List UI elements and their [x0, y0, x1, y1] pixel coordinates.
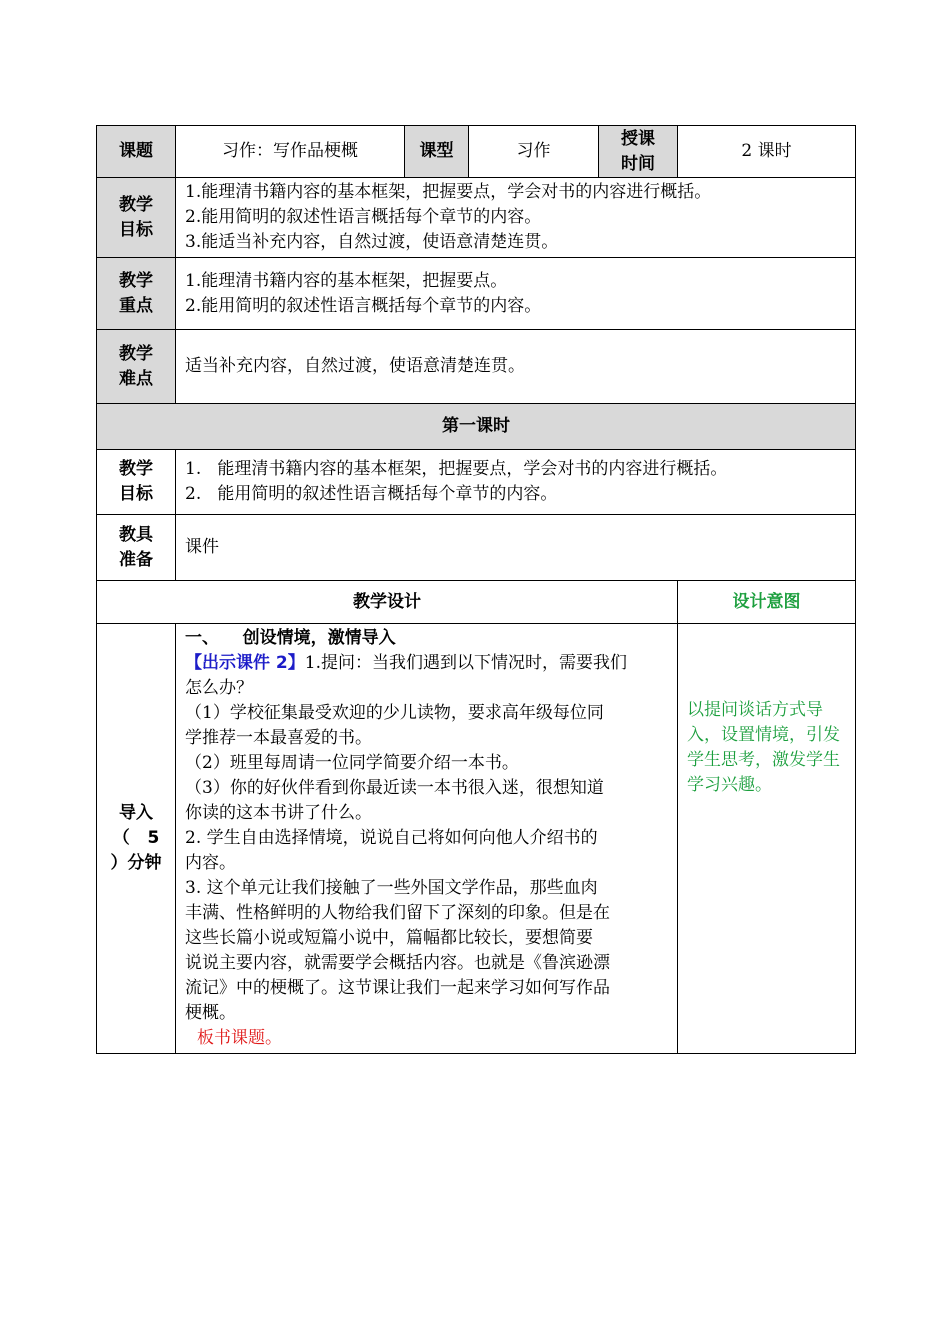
design-header-row	[97, 581, 856, 624]
board-note: 板书课题。	[197, 1028, 282, 1048]
lesson-plan-table	[96, 125, 856, 1054]
key-point-line: 1.能理清书籍内容的基本框架，把握要点。	[185, 270, 508, 291]
lesson-goals-label-line: 教学	[119, 459, 153, 479]
intro-first-line	[185, 651, 669, 676]
intro-line: 说说主要内容，就需要学会概括内容。也就是《鲁滨逊漂	[185, 953, 610, 973]
intro-intent	[678, 624, 856, 1054]
lesson-title-row	[97, 404, 856, 450]
step-label-line: ）分钟	[110, 853, 162, 873]
difficulties-row	[97, 330, 856, 404]
intent-header: 设计意图	[678, 581, 856, 624]
tools-value: 课件	[185, 537, 219, 557]
goals-label	[97, 178, 176, 258]
goals-content	[176, 178, 856, 258]
difficulties-label	[97, 330, 176, 404]
key-points-label	[97, 258, 176, 330]
type-label: 课型	[405, 126, 469, 178]
step-label-line: （ 5	[112, 828, 160, 848]
header-row	[97, 126, 856, 178]
intro-line: （1）学校征集最受欢迎的少儿读物，要求高年级每位同	[185, 703, 604, 723]
key-point-line: 2.能用简明的叙述性语言概括每个章节的内容。	[185, 295, 542, 316]
intro-line: 梗概。	[185, 1003, 236, 1023]
difficulty-line: 适当补充内容，自然过渡，使语意清楚连贯。	[185, 356, 525, 376]
lesson-goal-line: 2. 能用简明的叙述性语言概括每个章节的内容。	[185, 484, 558, 504]
time-label-line: 时间	[621, 153, 655, 174]
intro-row	[97, 624, 856, 1054]
topic-value: 习作：写作品梗概	[176, 126, 405, 178]
courseware-tag: 【出示课件 2】	[185, 653, 305, 673]
tools-label-line: 教具	[119, 524, 153, 545]
intro-line: 2. 学生自由选择情境，说说自己将如何向他人介绍书的	[185, 828, 598, 848]
goals-row	[97, 178, 856, 258]
intro-line: 怎么办？	[185, 678, 253, 698]
intro-question: 1.提问：当我们遇到以下情况时，需要我们	[304, 653, 627, 673]
topic-label: 课题	[97, 126, 176, 178]
time-label-line: 授课	[621, 128, 655, 149]
intent-line: 学习兴趣。	[687, 775, 772, 795]
tools-label	[97, 515, 176, 581]
intro-line: 这些长篇小说或短篇小说中，篇幅都比较长，要想简要	[185, 928, 593, 948]
intro-line: 你读的这本书讲了什么。	[185, 803, 372, 823]
lesson-goal-line: 1. 能理清书籍内容的基本框架，把握要点，学会对书的内容进行概括。	[185, 459, 728, 479]
lesson-goals-content	[176, 450, 856, 515]
tools-label-line: 准备	[119, 549, 153, 570]
lesson-goals-label-line: 目标	[119, 484, 153, 504]
difficulties-content	[176, 330, 856, 404]
intro-line: （3）你的好伙伴看到你最近读一本书很入迷，很想知道	[185, 778, 604, 798]
time-value: 2 课时	[678, 126, 856, 178]
difficulties-label-line: 教学	[119, 343, 153, 364]
intro-line: 学推荐一本最喜爱的书。	[185, 728, 372, 748]
time-label	[599, 126, 678, 178]
goals-label-line: 目标	[119, 219, 153, 240]
design-header: 教学设计	[97, 581, 678, 624]
goal-line: 1.能理清书籍内容的基本框架，把握要点，学会对书的内容进行概括。	[185, 182, 712, 202]
intro-step-label	[97, 624, 176, 1054]
tools-row	[97, 515, 856, 581]
intent-line: 入，设置情境，引发	[687, 725, 840, 745]
type-value: 习作	[469, 126, 599, 178]
lesson-goals-row	[97, 450, 856, 515]
goal-line: 3.能适当补充内容，自然过渡，使语意清楚连贯。	[185, 232, 559, 252]
intro-line: 丰满、性格鲜明的人物给我们留下了深刻的印象。但是在	[185, 903, 610, 923]
key-points-content	[176, 258, 856, 330]
goal-line: 2.能用简明的叙述性语言概括每个章节的内容。	[185, 207, 542, 227]
intro-line: （2）班里每周请一位同学简要介绍一本书。	[185, 753, 519, 773]
tools-content	[176, 515, 856, 581]
lesson-goals-label	[97, 450, 176, 515]
goals-label-line: 教学	[119, 194, 153, 215]
key-points-label-line: 教学	[119, 270, 153, 291]
key-points-label-line: 重点	[119, 295, 153, 316]
intro-line: 流记》中的梗概了。这节课让我们一起来学习如何写作品	[185, 978, 610, 998]
intro-heading: 一、 创设情境，激情导入	[185, 628, 396, 648]
intent-line: 以提问谈话方式导	[687, 700, 823, 720]
intro-content	[176, 624, 678, 1054]
key-points-row	[97, 258, 856, 330]
intro-line: 3. 这个单元让我们接触了一些外国文学作品，那些血肉	[185, 878, 598, 898]
difficulties-label-line: 难点	[119, 368, 153, 389]
step-label-line: 导入	[119, 803, 153, 823]
intent-line: 学生思考，激发学生	[687, 750, 840, 770]
intro-line: 内容。	[185, 853, 236, 873]
lesson-title: 第一课时	[97, 404, 856, 450]
